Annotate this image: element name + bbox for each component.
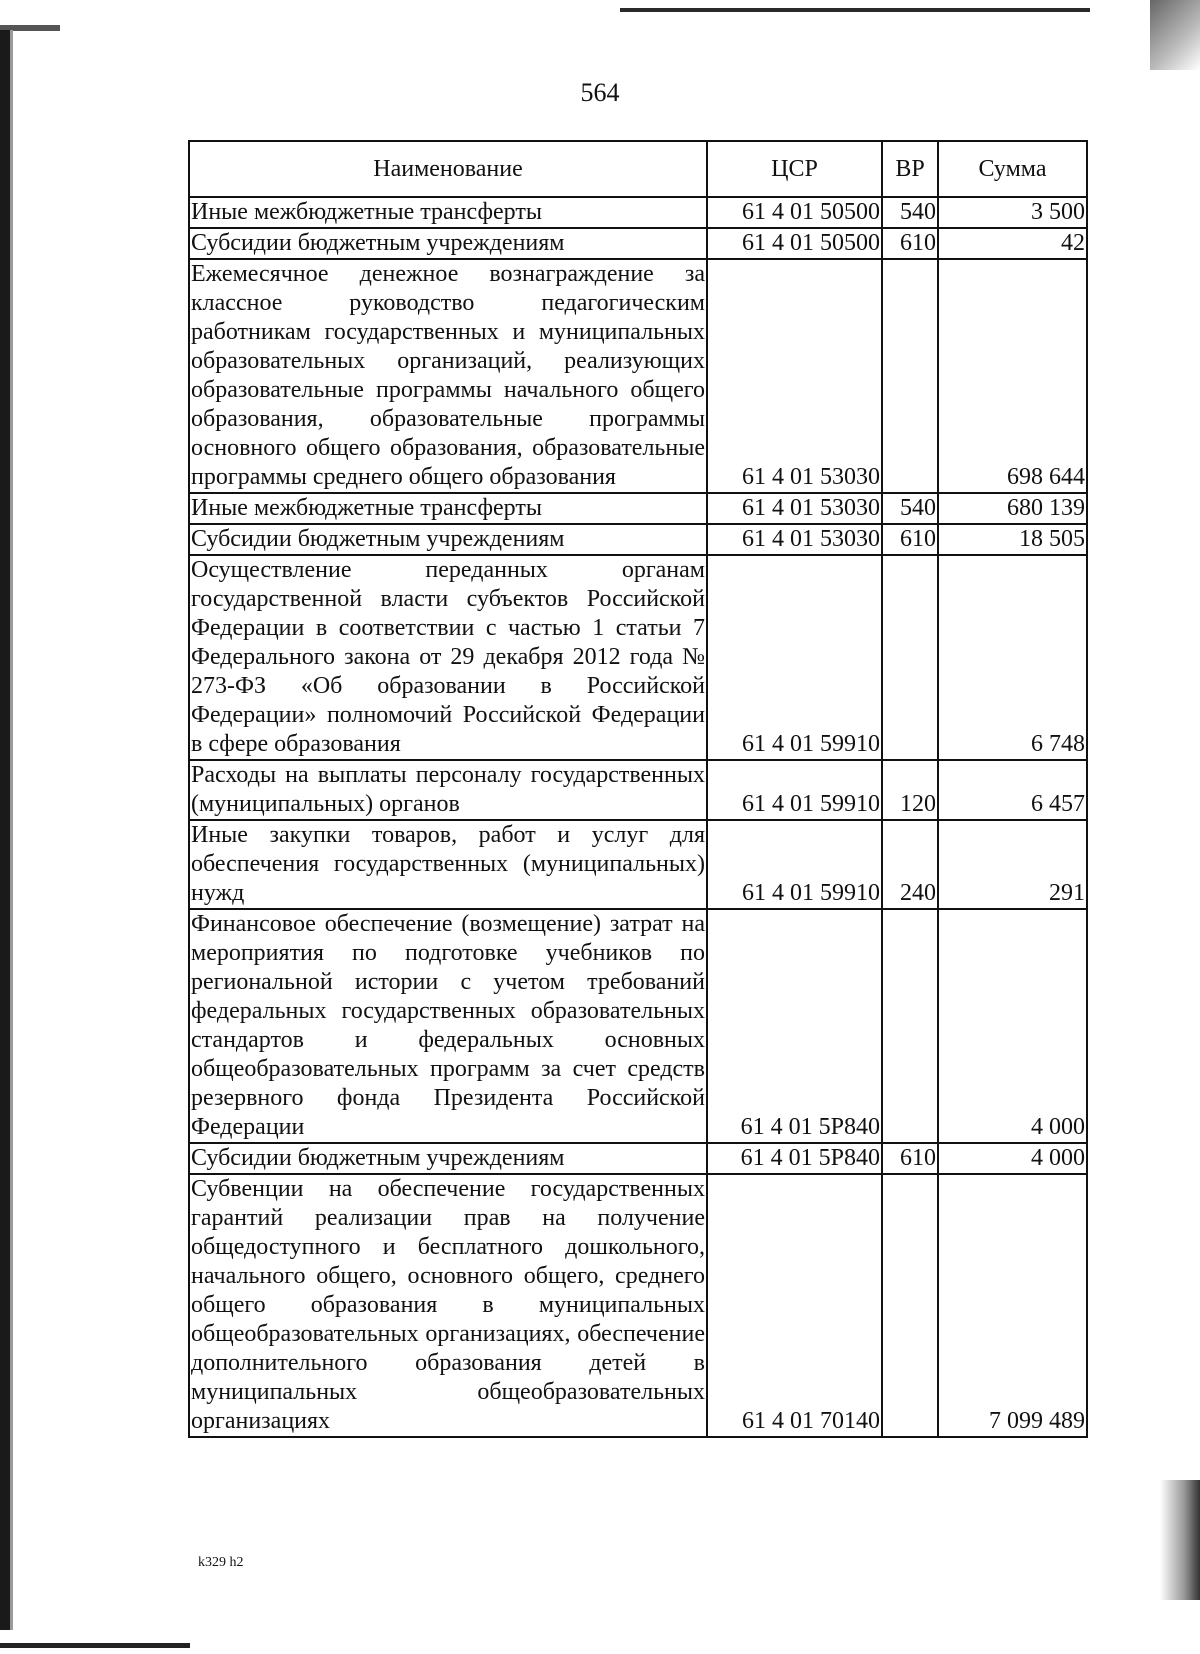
row-csr: 61 4 01 59910 — [707, 760, 882, 820]
scan-artifact-top-line — [620, 8, 1090, 12]
row-csr: 61 4 01 50500 — [707, 228, 882, 259]
row-sum: 680 139 — [938, 493, 1087, 524]
row-sum: 4 000 — [938, 909, 1087, 1143]
row-csr: 61 4 01 5Р840 — [707, 1143, 882, 1174]
budget-table — [188, 140, 1088, 1438]
page-number: 564 — [580, 78, 620, 107]
table-row — [189, 1143, 1087, 1174]
row-name: Иные межбюджетные трансферты — [189, 197, 707, 228]
row-vr: 240 — [882, 820, 938, 909]
row-name: Осуществление переданных органам государственной власти субъектов Российской Федерации в соответствии с частью 1 статьи 7 Федерального закона от 29 декабря 2012 года № 273-ФЗ «Об образовании в Российской Федерации» полномочий Российской Федерации в сфере образования — [189, 555, 707, 760]
row-csr: 61 4 01 53030 — [707, 259, 882, 493]
table-row — [189, 1174, 1087, 1437]
row-vr: 610 — [882, 228, 938, 259]
row-sum: 6 457 — [938, 760, 1087, 820]
row-sum: 4 000 — [938, 1143, 1087, 1174]
scan-artifact-left-edge-shadow — [10, 30, 13, 1630]
row-sum: 698 644 — [938, 259, 1087, 493]
header-sum: Сумма — [938, 141, 1087, 197]
row-csr: 61 4 01 5Р840 — [707, 909, 882, 1143]
table-row — [189, 228, 1087, 259]
table-header-row — [189, 141, 1087, 197]
row-csr: 61 4 01 70140 — [707, 1174, 882, 1437]
table-row — [189, 524, 1087, 555]
row-name: Ежемесячное денежное вознаграждение за классное руководство педагогическим работникам государственных и муниципальных образовательных организаций, реализующих образовательные программы начального общего образования, образовательные программы основного общего образования, образовательные программы среднего общего образования — [189, 259, 707, 493]
row-csr: 61 4 01 53030 — [707, 493, 882, 524]
row-name: Расходы на выплаты персоналу государственных (муниципальных) органов — [189, 760, 707, 820]
row-sum: 3 500 — [938, 197, 1087, 228]
table-row — [189, 909, 1087, 1143]
row-vr — [882, 1174, 938, 1437]
header-name: Наименование — [189, 141, 707, 197]
table-row — [189, 197, 1087, 228]
row-name: Иные межбюджетные трансферты — [189, 493, 707, 524]
row-sum: 7 099 489 — [938, 1174, 1087, 1437]
row-vr — [882, 259, 938, 493]
row-name: Финансовое обеспечение (возмещение) затрат на мероприятия по подготовке учебников по региональной истории с учетом требований федеральных государственных образовательных стандартов и федеральных основных общеобразовательных программ за счет средств резервного фонда Президента Российской Федерации — [189, 909, 707, 1143]
row-vr — [882, 555, 938, 760]
row-name: Субсидии бюджетным учреждениям — [189, 228, 707, 259]
scan-artifact-top-right — [1150, 0, 1200, 70]
row-name: Субсидии бюджетным учреждениям — [189, 1143, 707, 1174]
row-name: Субсидии бюджетным учреждениям — [189, 524, 707, 555]
footer-code: k329 h2 — [198, 1555, 244, 1570]
row-csr: 61 4 01 59910 — [707, 820, 882, 909]
header-csr: ЦСР — [707, 141, 882, 197]
row-vr — [882, 909, 938, 1143]
table-row — [189, 760, 1087, 820]
row-csr: 61 4 01 53030 — [707, 524, 882, 555]
row-sum: 18 505 — [938, 524, 1087, 555]
row-name: Иные закупки товаров, работ и услуг для обеспечения государственных (муниципальных) нужд — [189, 820, 707, 909]
scan-artifact-bottom-line — [0, 1643, 190, 1648]
row-vr: 540 — [882, 197, 938, 228]
header-vr: ВР — [882, 141, 938, 197]
row-vr: 610 — [882, 524, 938, 555]
scan-artifact-right-blot — [1160, 1480, 1200, 1600]
row-sum: 42 — [938, 228, 1087, 259]
scan-artifact-left-edge — [0, 30, 10, 1630]
row-csr: 61 4 01 50500 — [707, 197, 882, 228]
row-vr: 120 — [882, 760, 938, 820]
table-row — [189, 493, 1087, 524]
row-name: Субвенции на обеспечение государственных гарантий реализации прав на получение общедоступного и бесплатного дошкольного, начального общего, основного общего, среднего общего образования в муниципальных общеобразовательных организациях, обеспечение дополнительного образования детей в муниципальных общеобразовательных организациях — [189, 1174, 707, 1437]
table-row — [189, 820, 1087, 909]
table-row — [189, 555, 1087, 760]
row-csr: 61 4 01 59910 — [707, 555, 882, 760]
row-vr: 540 — [882, 493, 938, 524]
row-sum: 291 — [938, 820, 1087, 909]
row-sum: 6 748 — [938, 555, 1087, 760]
row-vr: 610 — [882, 1143, 938, 1174]
table-row — [189, 259, 1087, 493]
